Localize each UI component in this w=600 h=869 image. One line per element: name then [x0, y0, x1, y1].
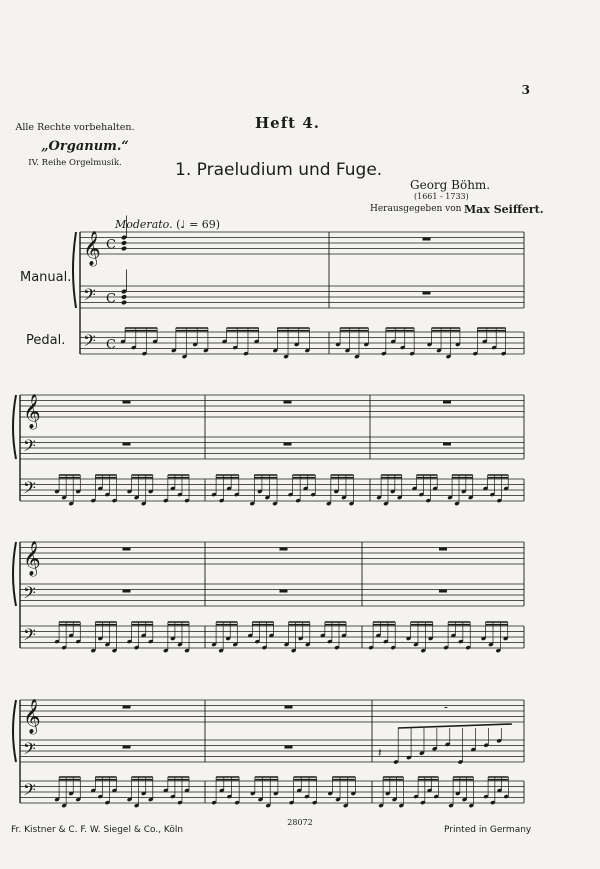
editor-name: Max Seiffert.	[464, 203, 544, 216]
composer-name: Georg Böhm.	[410, 178, 491, 192]
bass-clef: 𝄢	[23, 582, 36, 607]
tempo-word: Moderato.	[115, 218, 173, 231]
whole-rest	[123, 706, 131, 709]
treble-clef: 𝄞	[83, 231, 101, 266]
treble-clef: 𝄞	[23, 394, 41, 429]
bass-clef: 𝄢	[23, 624, 36, 649]
metronome-mark: (♩ = 69)	[176, 218, 221, 231]
manual-brace	[13, 395, 16, 459]
bass-clef: 𝄢	[23, 435, 36, 460]
chord-note	[121, 240, 127, 246]
time-signature: C	[106, 291, 116, 307]
whole-rest	[439, 590, 447, 593]
whole-rest	[443, 443, 451, 446]
bass-clef: 𝄢	[23, 779, 36, 804]
whole-rest	[284, 401, 292, 404]
time-signature: C	[106, 337, 116, 353]
treble-clef: 𝄞	[23, 541, 41, 576]
whole-rest	[280, 590, 288, 593]
page-number: 3	[521, 83, 530, 97]
whole-rest	[123, 401, 131, 404]
chord-note	[121, 300, 127, 306]
chord-note	[121, 294, 127, 300]
editor-label: Herausgegeben von	[370, 204, 462, 214]
whole-rest	[285, 706, 293, 709]
whole-rest	[284, 443, 292, 446]
composer-dates: (1661 - 1733)	[414, 192, 469, 201]
whole-rest	[285, 746, 293, 749]
whole-rest: 𝄻	[444, 705, 448, 716]
quarter-rest: 𝄽	[378, 745, 382, 760]
whole-rest	[423, 292, 431, 295]
manual-brace	[13, 700, 16, 762]
whole-rest	[123, 746, 131, 749]
whole-rest	[123, 443, 131, 446]
manual-brace	[73, 232, 76, 308]
series-line: IV. Reihe Orgelmusik.	[28, 158, 122, 168]
bass-clef: 𝄢	[83, 330, 96, 355]
whole-rest	[439, 548, 447, 551]
treble-clef: 𝄞	[23, 699, 41, 734]
whole-rest	[443, 401, 451, 404]
series-name: „Organum.“	[41, 139, 129, 154]
whole-rest	[280, 548, 288, 551]
whole-rest	[123, 548, 131, 551]
time-signature: C	[106, 237, 116, 253]
bass-clef: 𝄢	[23, 738, 36, 763]
manual-brace	[13, 542, 16, 606]
bass-clef: 𝄢	[83, 284, 96, 309]
rights-notice: Alle Rechte vorbehalten.	[15, 122, 135, 133]
whole-rest	[123, 590, 131, 593]
whole-rest	[423, 238, 431, 241]
volume-heading: Heft 4.	[255, 114, 320, 132]
manual-label: Manual.	[20, 270, 72, 285]
note-beam	[398, 724, 512, 728]
piece-title: 1. Praeludium und Fuge.	[175, 160, 383, 180]
plate-number: 28072	[287, 818, 313, 827]
pedal-label: Pedal.	[26, 333, 66, 348]
printed-in: Printed in Germany	[444, 825, 532, 835]
chord-note	[121, 246, 127, 252]
publisher-imprint: Fr. Kistner & C. F. W. Siegel & Co., Köln	[11, 825, 184, 835]
bass-clef: 𝄢	[23, 477, 36, 502]
